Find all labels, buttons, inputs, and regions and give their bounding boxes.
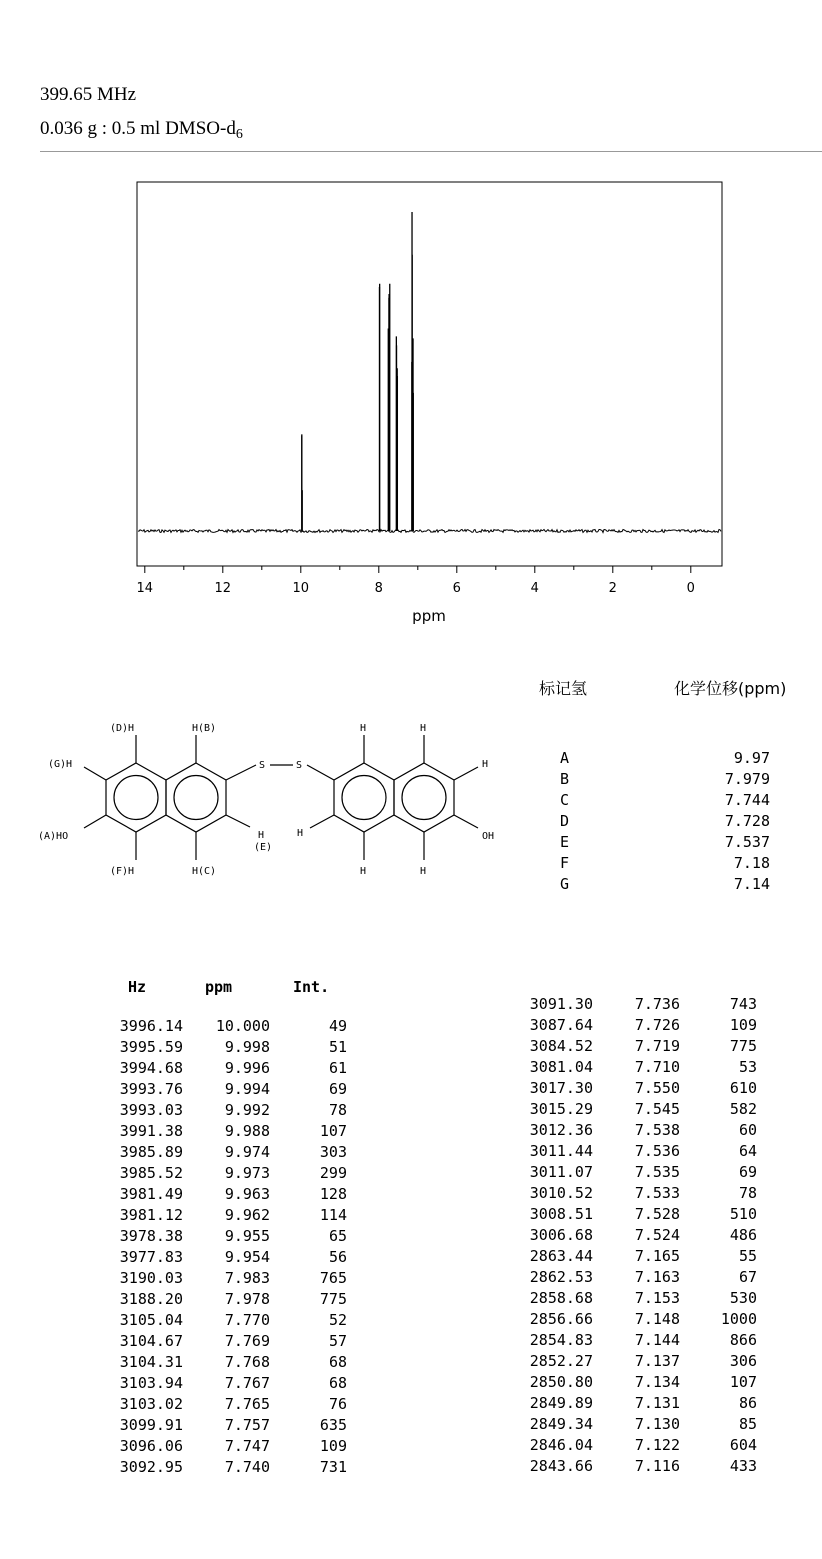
peak-ppm: 7.165 — [634, 1247, 680, 1265]
peak-intensity: 775 — [729, 1037, 757, 1055]
peak-intensity: 60 — [738, 1121, 757, 1139]
assignment-row-label: G — [560, 875, 570, 893]
peak-ppm: 7.550 — [634, 1079, 680, 1097]
peak-ppm: 7.769 — [224, 1332, 270, 1350]
table-row — [103, 1016, 347, 1037]
peak-hz: 3993.03 — [119, 1101, 183, 1119]
peak-hz: 3011.44 — [529, 1142, 593, 1160]
peak-intensity: 68 — [328, 1374, 347, 1392]
peak-ppm: 7.765 — [224, 1395, 270, 1413]
assignment-row-shift: 7.744 — [724, 791, 770, 809]
peak-hz: 3011.07 — [529, 1163, 593, 1181]
peak-ppm: 7.134 — [634, 1373, 680, 1391]
peak-hz: 2850.80 — [529, 1373, 593, 1391]
peak-hz: 3104.67 — [119, 1332, 183, 1350]
peak-intensity: 743 — [729, 995, 757, 1013]
table-row — [513, 1435, 757, 1456]
table-row — [103, 1457, 347, 1478]
peak-intensity: 582 — [729, 1100, 757, 1118]
peak-hz: 3985.52 — [119, 1164, 183, 1182]
sample-description — [40, 118, 243, 140]
label-b: H(B) — [192, 723, 217, 734]
peak-hz: 3995.59 — [119, 1038, 183, 1056]
peak-hz: 2856.66 — [529, 1310, 593, 1328]
peak-ppm: 7.747 — [224, 1437, 270, 1455]
peak-hz: 3015.29 — [529, 1100, 593, 1118]
peak-ppm: 7.736 — [634, 995, 680, 1013]
assignment-row — [560, 811, 790, 832]
peak-intensity: 765 — [319, 1269, 347, 1287]
assignment-label-header: 标记氢 — [539, 679, 588, 698]
table-row — [103, 1247, 347, 1268]
peak-ppm: 7.535 — [634, 1163, 680, 1181]
x-tick-label: 2 — [608, 581, 617, 596]
peak-ppm: 7.767 — [224, 1374, 270, 1392]
peak-hz: 2849.34 — [529, 1415, 593, 1433]
table-row — [513, 1078, 757, 1099]
peak-ppm: 9.992 — [224, 1101, 270, 1119]
assignment-row-shift: 9.97 — [733, 749, 770, 767]
table-row — [513, 1330, 757, 1351]
peak-intensity: 128 — [319, 1185, 347, 1203]
peak-hz: 3103.02 — [119, 1395, 183, 1413]
peak-ppm: 7.770 — [224, 1311, 270, 1329]
table-row — [103, 1226, 347, 1247]
peak-hz: 3099.91 — [119, 1416, 183, 1434]
peak-ppm: 7.144 — [634, 1331, 680, 1349]
table-row — [103, 1121, 347, 1142]
table-row — [103, 1415, 347, 1436]
assignment-row-shift: 7.18 — [733, 854, 770, 872]
peak-intensity: 57 — [328, 1332, 347, 1350]
peak-intensity: 65 — [328, 1227, 347, 1245]
peak-table-int-header: Int. — [293, 978, 330, 996]
peak-intensity: 86 — [738, 1394, 757, 1412]
plot-frame — [137, 182, 722, 566]
assignment-row-label: A — [560, 749, 570, 767]
peak-ppm: 9.994 — [224, 1080, 270, 1098]
label-c: H(C) — [192, 866, 217, 877]
peak-intensity: 635 — [319, 1416, 347, 1434]
table-row — [513, 1246, 757, 1267]
molecule-bonds — [84, 735, 478, 860]
peak-hz: 3996.14 — [119, 1017, 183, 1035]
peak-intensity: 486 — [729, 1226, 757, 1244]
label-f: (F)H — [110, 866, 135, 877]
peak-ppm: 7.131 — [634, 1394, 680, 1412]
table-row — [513, 1015, 757, 1036]
peak-ppm: 7.740 — [224, 1458, 270, 1476]
x-tick-label: 12 — [214, 581, 232, 596]
peak-ppm: 7.524 — [634, 1226, 680, 1244]
assignment-row-label: F — [560, 854, 570, 872]
peak-hz: 3103.94 — [119, 1374, 183, 1392]
assignment-row — [560, 790, 790, 811]
spectrum-peaks — [302, 212, 413, 531]
label-h3: H — [482, 759, 489, 770]
peak-intensity: 530 — [729, 1289, 757, 1307]
x-axis-label: ppm — [412, 607, 446, 625]
x-axis-tick-labels — [137, 581, 695, 596]
peak-hz: 3087.64 — [529, 1016, 593, 1034]
table-row — [513, 1267, 757, 1288]
peak-intensity: 299 — [319, 1164, 347, 1182]
table-row — [103, 1352, 347, 1373]
table-row — [513, 1309, 757, 1330]
peak-ppm: 9.954 — [224, 1248, 270, 1266]
peak-ppm: 7.545 — [634, 1100, 680, 1118]
table-row — [513, 1288, 757, 1309]
peak-ppm: 7.153 — [634, 1289, 680, 1307]
x-axis-ticks — [145, 566, 691, 573]
assignment-row — [560, 853, 790, 874]
peak-intensity: 433 — [729, 1457, 757, 1475]
peak-ppm: 7.726 — [634, 1016, 680, 1034]
spectrometer-frequency: 399.65 MHz — [40, 84, 137, 105]
peak-ppm: 7.148 — [634, 1310, 680, 1328]
peak-ppm: 7.122 — [634, 1436, 680, 1454]
peak-hz: 3092.95 — [119, 1458, 183, 1476]
peak-intensity: 78 — [738, 1184, 757, 1202]
peak-ppm: 7.710 — [634, 1058, 680, 1076]
label-h5: H — [360, 866, 367, 877]
table-row — [513, 1057, 757, 1078]
table-row — [513, 1036, 757, 1057]
peak-hz: 3084.52 — [529, 1037, 593, 1055]
table-row — [513, 1162, 757, 1183]
assignment-row-shift: 7.537 — [724, 833, 770, 851]
peak-intensity: 610 — [729, 1079, 757, 1097]
assignment-row — [560, 769, 790, 790]
peak-intensity: 78 — [328, 1101, 347, 1119]
peak-hz: 2863.44 — [529, 1247, 593, 1265]
peak-ppm: 7.538 — [634, 1121, 680, 1139]
peak-ppm: 7.768 — [224, 1353, 270, 1371]
peak-intensity: 53 — [738, 1058, 757, 1076]
peak-ppm: 7.137 — [634, 1352, 680, 1370]
assignment-list — [560, 748, 790, 895]
peak-table-left — [103, 1016, 347, 1478]
peak-intensity: 866 — [729, 1331, 757, 1349]
assignment-shift-header: 化学位移(ppm) — [674, 679, 787, 698]
peak-hz: 3981.12 — [119, 1206, 183, 1224]
peak-intensity: 76 — [328, 1395, 347, 1413]
peak-ppm: 9.963 — [224, 1185, 270, 1203]
table-row — [103, 1037, 347, 1058]
table-row — [103, 1205, 347, 1226]
table-row — [513, 994, 757, 1015]
peak-table-right — [513, 994, 757, 1477]
x-tick-label: 6 — [452, 581, 461, 596]
x-tick-label: 10 — [292, 581, 310, 596]
peak-hz: 3012.36 — [529, 1121, 593, 1139]
table-row — [513, 1225, 757, 1246]
table-row — [513, 1120, 757, 1141]
peak-intensity: 604 — [729, 1436, 757, 1454]
peak-hz: 2862.53 — [529, 1268, 593, 1286]
table-row — [513, 1099, 757, 1120]
table-row — [103, 1268, 347, 1289]
table-row — [513, 1183, 757, 1204]
nmr-spectrum-chart — [0, 170, 822, 640]
peak-hz: 3991.38 — [119, 1122, 183, 1140]
peak-hz: 3081.04 — [529, 1058, 593, 1076]
peak-hz: 3977.83 — [119, 1248, 183, 1266]
peak-hz: 3017.30 — [529, 1079, 593, 1097]
sample-subscript: 6 — [235, 127, 243, 142]
table-row — [103, 1331, 347, 1352]
peak-hz: 2852.27 — [529, 1352, 593, 1370]
table-row — [513, 1141, 757, 1162]
peak-hz: 3993.76 — [119, 1080, 183, 1098]
peak-hz: 3006.68 — [529, 1226, 593, 1244]
peak-hz: 3981.49 — [119, 1185, 183, 1203]
label-h2: H — [420, 723, 427, 734]
peak-intensity: 49 — [328, 1017, 347, 1035]
label-e-h: H — [258, 830, 265, 841]
peak-table-ppm-header: ppm — [205, 978, 233, 996]
peak-hz: 2843.66 — [529, 1457, 593, 1475]
peak-hz: 3994.68 — [119, 1059, 183, 1077]
peak-intensity: 67 — [738, 1268, 757, 1286]
peak-hz: 3096.06 — [119, 1437, 183, 1455]
peak-hz: 3104.31 — [119, 1353, 183, 1371]
peak-hz: 3190.03 — [119, 1269, 183, 1287]
peak-hz: 3978.38 — [119, 1227, 183, 1245]
peak-intensity: 85 — [738, 1415, 757, 1433]
peak-intensity: 64 — [738, 1142, 757, 1160]
sample-text: 0.036 g : 0.5 ml DMSO-d — [40, 118, 236, 139]
peak-hz: 3188.20 — [119, 1290, 183, 1308]
table-row — [103, 1436, 347, 1457]
peak-ppm: 7.116 — [634, 1457, 680, 1475]
peak-hz: 3105.04 — [119, 1311, 183, 1329]
table-row — [103, 1163, 347, 1184]
peak-intensity: 69 — [738, 1163, 757, 1181]
peak-intensity: 52 — [328, 1311, 347, 1329]
peak-intensity: 107 — [729, 1373, 757, 1391]
label-h1: H — [360, 723, 367, 734]
peak-intensity: 731 — [319, 1458, 347, 1476]
assignment-row — [560, 874, 790, 895]
peak-ppm: 7.533 — [634, 1184, 680, 1202]
peak-intensity: 51 — [328, 1038, 347, 1056]
peak-hz: 3091.30 — [529, 995, 593, 1013]
peak-ppm: 9.974 — [224, 1143, 270, 1161]
label-oh: OH — [482, 831, 495, 842]
peak-intensity: 303 — [319, 1143, 347, 1161]
peak-ppm: 9.962 — [224, 1206, 270, 1224]
x-tick-label: 0 — [686, 581, 695, 596]
peak-ppm: 7.983 — [224, 1269, 270, 1287]
peak-intensity: 109 — [319, 1437, 347, 1455]
peak-intensity: 107 — [319, 1122, 347, 1140]
table-row — [103, 1079, 347, 1100]
label-s1: S — [259, 760, 266, 771]
peak-intensity: 68 — [328, 1353, 347, 1371]
table-row — [513, 1414, 757, 1435]
x-tick-label: 4 — [530, 581, 539, 596]
peak-intensity: 510 — [729, 1205, 757, 1223]
table-row — [103, 1373, 347, 1394]
table-row — [513, 1456, 757, 1477]
peak-ppm: 7.536 — [634, 1142, 680, 1160]
peak-hz: 3008.51 — [529, 1205, 593, 1223]
assignment-row-label: C — [560, 791, 570, 809]
peak-ppm: 10.000 — [215, 1017, 270, 1035]
table-row — [513, 1393, 757, 1414]
table-row — [103, 1100, 347, 1121]
peak-ppm: 7.130 — [634, 1415, 680, 1433]
peak-ppm: 9.996 — [224, 1059, 270, 1077]
table-row — [103, 1289, 347, 1310]
peak-hz: 3010.52 — [529, 1184, 593, 1202]
peak-ppm: 7.719 — [634, 1037, 680, 1055]
label-a: (A)HO — [38, 831, 69, 842]
assignment-row-shift: 7.14 — [733, 875, 770, 893]
table-row — [103, 1310, 347, 1331]
assignment-row-label: B — [560, 770, 570, 788]
header-divider — [40, 151, 822, 152]
label-s2: S — [296, 760, 303, 771]
assignment-row-label: E — [560, 833, 570, 851]
peak-intensity: 55 — [738, 1247, 757, 1265]
peak-table-hz-header: Hz — [128, 978, 147, 996]
peak-intensity: 61 — [328, 1059, 347, 1077]
assignment-row — [560, 832, 790, 853]
peak-hz: 3985.89 — [119, 1143, 183, 1161]
assignment-row-shift: 7.979 — [724, 770, 770, 788]
peak-hz: 2854.83 — [529, 1331, 593, 1349]
assignment-row-shift: 7.728 — [724, 812, 770, 830]
assignment-row — [560, 748, 790, 769]
label-g: (G)H — [48, 759, 73, 770]
table-row — [103, 1394, 347, 1415]
table-row — [103, 1184, 347, 1205]
peak-ppm: 7.757 — [224, 1416, 270, 1434]
peak-intensity: 56 — [328, 1248, 347, 1266]
assignment-row-label: D — [560, 812, 570, 830]
label-e: (E) — [254, 842, 273, 853]
table-row — [103, 1142, 347, 1163]
table-row — [513, 1372, 757, 1393]
label-h4: H — [297, 828, 304, 839]
peak-intensity: 114 — [319, 1206, 347, 1224]
table-row — [103, 1058, 347, 1079]
peak-intensity: 109 — [729, 1016, 757, 1034]
peak-ppm: 9.988 — [224, 1122, 270, 1140]
spectrum-baseline — [138, 530, 721, 533]
peak-hz: 2858.68 — [529, 1289, 593, 1307]
peak-intensity: 306 — [729, 1352, 757, 1370]
label-h6: H — [420, 866, 427, 877]
peak-hz: 2846.04 — [529, 1436, 593, 1454]
label-d: (D)H — [110, 723, 135, 734]
x-tick-label: 8 — [374, 581, 383, 596]
peak-intensity: 775 — [319, 1290, 347, 1308]
peak-ppm: 9.973 — [224, 1164, 270, 1182]
table-row — [513, 1351, 757, 1372]
peak-hz: 2849.89 — [529, 1394, 593, 1412]
table-row — [513, 1204, 757, 1225]
peak-ppm: 7.978 — [224, 1290, 270, 1308]
peak-intensity: 1000 — [720, 1310, 757, 1328]
molecule-structure — [30, 715, 520, 890]
peak-intensity: 69 — [328, 1080, 347, 1098]
peak-ppm: 9.955 — [224, 1227, 270, 1245]
x-tick-label: 14 — [136, 581, 154, 596]
peak-ppm: 7.163 — [634, 1268, 680, 1286]
peak-ppm: 9.998 — [224, 1038, 270, 1056]
peak-ppm: 7.528 — [634, 1205, 680, 1223]
